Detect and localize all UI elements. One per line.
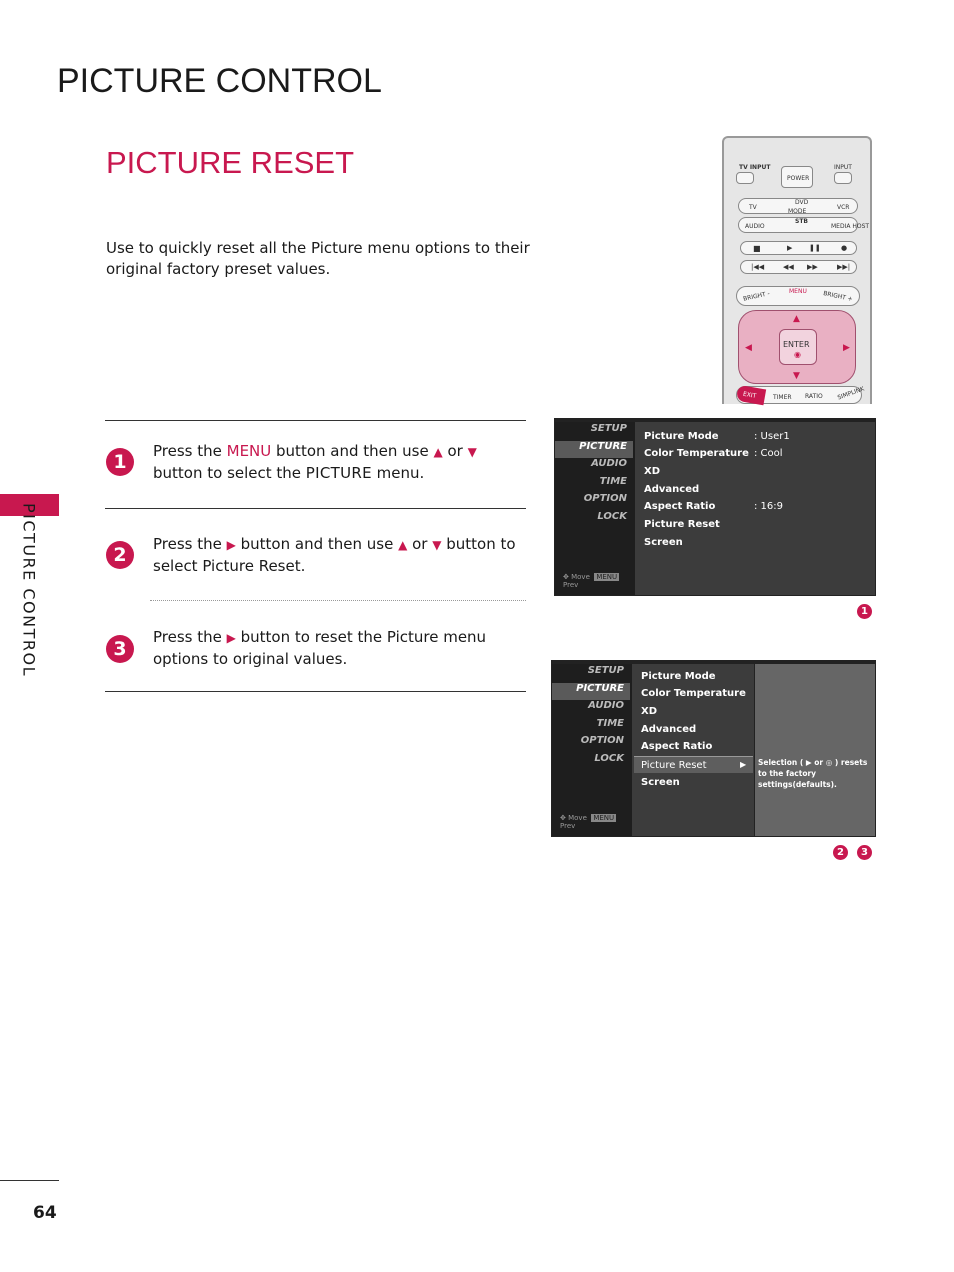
- step-badge: 1: [857, 604, 872, 619]
- remote-control: [722, 136, 872, 404]
- step-1-number: 1: [106, 448, 134, 476]
- stb-label: STB: [795, 218, 808, 225]
- power-button[interactable]: [781, 166, 813, 188]
- menu1-item[interactable]: Color Temperature: [644, 448, 749, 459]
- up-arrow-icon: ▲: [398, 538, 408, 552]
- input-label: INPUT: [834, 164, 852, 171]
- menu1-item[interactable]: Advanced: [644, 484, 700, 495]
- menu1-item[interactable]: Aspect Ratio: [644, 501, 716, 512]
- dotted-divider: [150, 600, 526, 601]
- down-arrow-icon: ▼: [467, 445, 477, 459]
- bright-plus-button[interactable]: BRIGHT +: [822, 289, 854, 304]
- footer-move-label: Move: [568, 814, 587, 822]
- osd-menu-2: [551, 663, 876, 837]
- sidebar-item-option[interactable]: OPTION: [580, 735, 624, 746]
- sidebar-item-option[interactable]: OPTION: [583, 493, 627, 504]
- info-text: Selection ( ▶ or ◎ ) resets to the factory settings(defaults).: [758, 758, 868, 789]
- vcr-label: VCR: [837, 204, 850, 211]
- step-1-text: Press the MENU button and then use ▲ or ▼ button to select the PICTURE menu.: [153, 442, 477, 482]
- sidebar-item-setup[interactable]: SETUP: [590, 423, 627, 434]
- divider: [105, 420, 526, 421]
- footer-menu-label: MENU: [593, 814, 615, 822]
- footer-menu-label: MENU: [596, 573, 618, 581]
- sidebar-item-time[interactable]: TIME: [599, 476, 627, 487]
- picture-keyword: PICTURE: [305, 464, 372, 482]
- bright-minus-button[interactable]: BRIGHT -: [742, 290, 771, 303]
- input-button[interactable]: [834, 172, 852, 184]
- step-badge: 3: [857, 845, 872, 860]
- down-arrow-icon: ▼: [432, 538, 442, 552]
- osd-menu-1: [554, 421, 876, 596]
- menu1-item-value: : User1: [754, 431, 790, 442]
- divider: [105, 508, 526, 509]
- sidebar-item-lock[interactable]: LOCK: [597, 511, 627, 522]
- menu1-item[interactable]: XD: [644, 466, 661, 477]
- menu2-item[interactable]: XD: [641, 706, 658, 717]
- highlighted-item-label: Picture Reset: [641, 760, 707, 771]
- enter-label: ENTER: [783, 340, 810, 349]
- sidebar-item-setup[interactable]: SETUP: [587, 665, 624, 676]
- stop-icon[interactable]: ■: [753, 244, 761, 253]
- play-icon[interactable]: ▶: [787, 244, 793, 252]
- menu2-sidebar: [552, 664, 632, 836]
- sidebar-item-picture[interactable]: PICTURE: [555, 441, 633, 458]
- nav-right-icon[interactable]: ▶: [843, 343, 850, 353]
- sidebar-item-lock[interactable]: LOCK: [594, 753, 624, 764]
- record-icon[interactable]: ●: [841, 244, 848, 252]
- menu2-item[interactable]: Aspect Ratio: [641, 741, 713, 752]
- pause-icon[interactable]: ❚❚: [809, 244, 821, 252]
- side-label: PICTURE CONTROL: [19, 503, 39, 677]
- menu1-item[interactable]: Screen: [644, 537, 683, 548]
- menu2-item[interactable]: Color Temperature: [641, 688, 746, 699]
- page-divider: [0, 1180, 59, 1181]
- timer-button[interactable]: TIMER: [773, 394, 792, 401]
- mode-rocker-2[interactable]: [738, 217, 870, 233]
- page-number: 64: [33, 1203, 57, 1223]
- divider: [105, 691, 526, 692]
- bottom-button-row: [736, 385, 866, 404]
- enter-button[interactable]: [779, 329, 817, 365]
- sidebar-item-audio[interactable]: AUDIO: [588, 700, 624, 711]
- bright-menu-bar: [736, 286, 860, 306]
- menu2-item-highlighted[interactable]: [634, 756, 753, 773]
- menu1-item[interactable]: Picture Reset: [644, 519, 720, 530]
- step-3-text: Press the ▶ button to reset the Picture menu options to original values.: [153, 628, 487, 668]
- footer-move-label: Move: [571, 573, 590, 581]
- right-arrow-icon: ▶: [740, 760, 747, 769]
- move-icon: ✥: [563, 573, 569, 581]
- mode-label: MODE: [788, 208, 807, 215]
- step-badge: 2: [833, 845, 848, 860]
- sidebar-item-audio[interactable]: AUDIO: [591, 458, 627, 469]
- page-title: PICTURE CONTROL: [57, 62, 382, 100]
- menu1-footer: [563, 573, 635, 589]
- menu2-info-panel: [754, 664, 875, 836]
- nav-down-icon[interactable]: ▼: [793, 371, 800, 381]
- up-arrow-icon: ▲: [433, 445, 443, 459]
- enter-dot-icon: ◉: [794, 350, 801, 359]
- skip-back-icon[interactable]: |◀◀: [751, 263, 765, 271]
- footer-prev-label: Prev: [560, 822, 576, 830]
- exit-button[interactable]: EXIT: [736, 385, 766, 406]
- step-2-text: Press the ▶ button and then use ▲ or ▼ button to select Picture Reset.: [153, 535, 516, 575]
- nav-up-icon[interactable]: ▲: [793, 314, 800, 324]
- footer-prev-label: Prev: [563, 581, 579, 589]
- step-2-number: 2: [106, 541, 134, 569]
- sidebar-item-picture[interactable]: PICTURE: [552, 683, 630, 700]
- power-label: POWER: [787, 175, 810, 182]
- media-host-label: MEDIA HOST: [831, 223, 870, 230]
- fast-forward-icon[interactable]: ▶▶: [807, 263, 818, 271]
- tv-input-label: TV INPUT: [739, 164, 771, 171]
- section-title: PICTURE RESET: [106, 145, 355, 180]
- right-arrow-icon: ▶: [226, 631, 236, 645]
- picture-reset-keyword: Picture Reset: [202, 557, 301, 575]
- menu2-item[interactable]: Picture Mode: [641, 671, 716, 682]
- transport-row-1: [740, 241, 857, 255]
- audio-label: AUDIO: [745, 223, 765, 230]
- menu2-item[interactable]: Screen: [641, 777, 680, 788]
- menu1-item-value: : Cool: [754, 448, 783, 459]
- tv-label: TV: [749, 204, 757, 211]
- skip-forward-icon[interactable]: ▶▶|: [837, 263, 851, 271]
- nav-left-icon[interactable]: ◀: [745, 343, 752, 353]
- dvd-label: DVD: [795, 199, 809, 206]
- menu1-sidebar: [555, 422, 635, 595]
- menu-keyword: MENU: [226, 442, 272, 460]
- move-icon: ✥: [560, 814, 566, 822]
- navigation-pad: [738, 310, 856, 384]
- menu1-item[interactable]: Picture Mode: [644, 431, 719, 442]
- ratio-button[interactable]: RATIO: [805, 393, 823, 400]
- intro-text: Use to quickly reset all the Picture menu options to their original factory preset values.: [106, 239, 530, 278]
- simplink-button[interactable]: SIMPLINK: [836, 385, 866, 402]
- transport-row-2: [740, 260, 857, 274]
- menu2-item[interactable]: Advanced: [641, 724, 697, 735]
- step-3-number: 3: [106, 635, 134, 663]
- menu2-footer: [560, 814, 632, 830]
- menu-button[interactable]: MENU: [789, 288, 807, 295]
- right-arrow-icon: ▶: [226, 538, 236, 552]
- menu1-item-value: : 16:9: [754, 501, 784, 512]
- tv-input-button[interactable]: [736, 172, 754, 184]
- sidebar-item-time[interactable]: TIME: [596, 718, 624, 729]
- rewind-icon[interactable]: ◀◀: [783, 263, 794, 271]
